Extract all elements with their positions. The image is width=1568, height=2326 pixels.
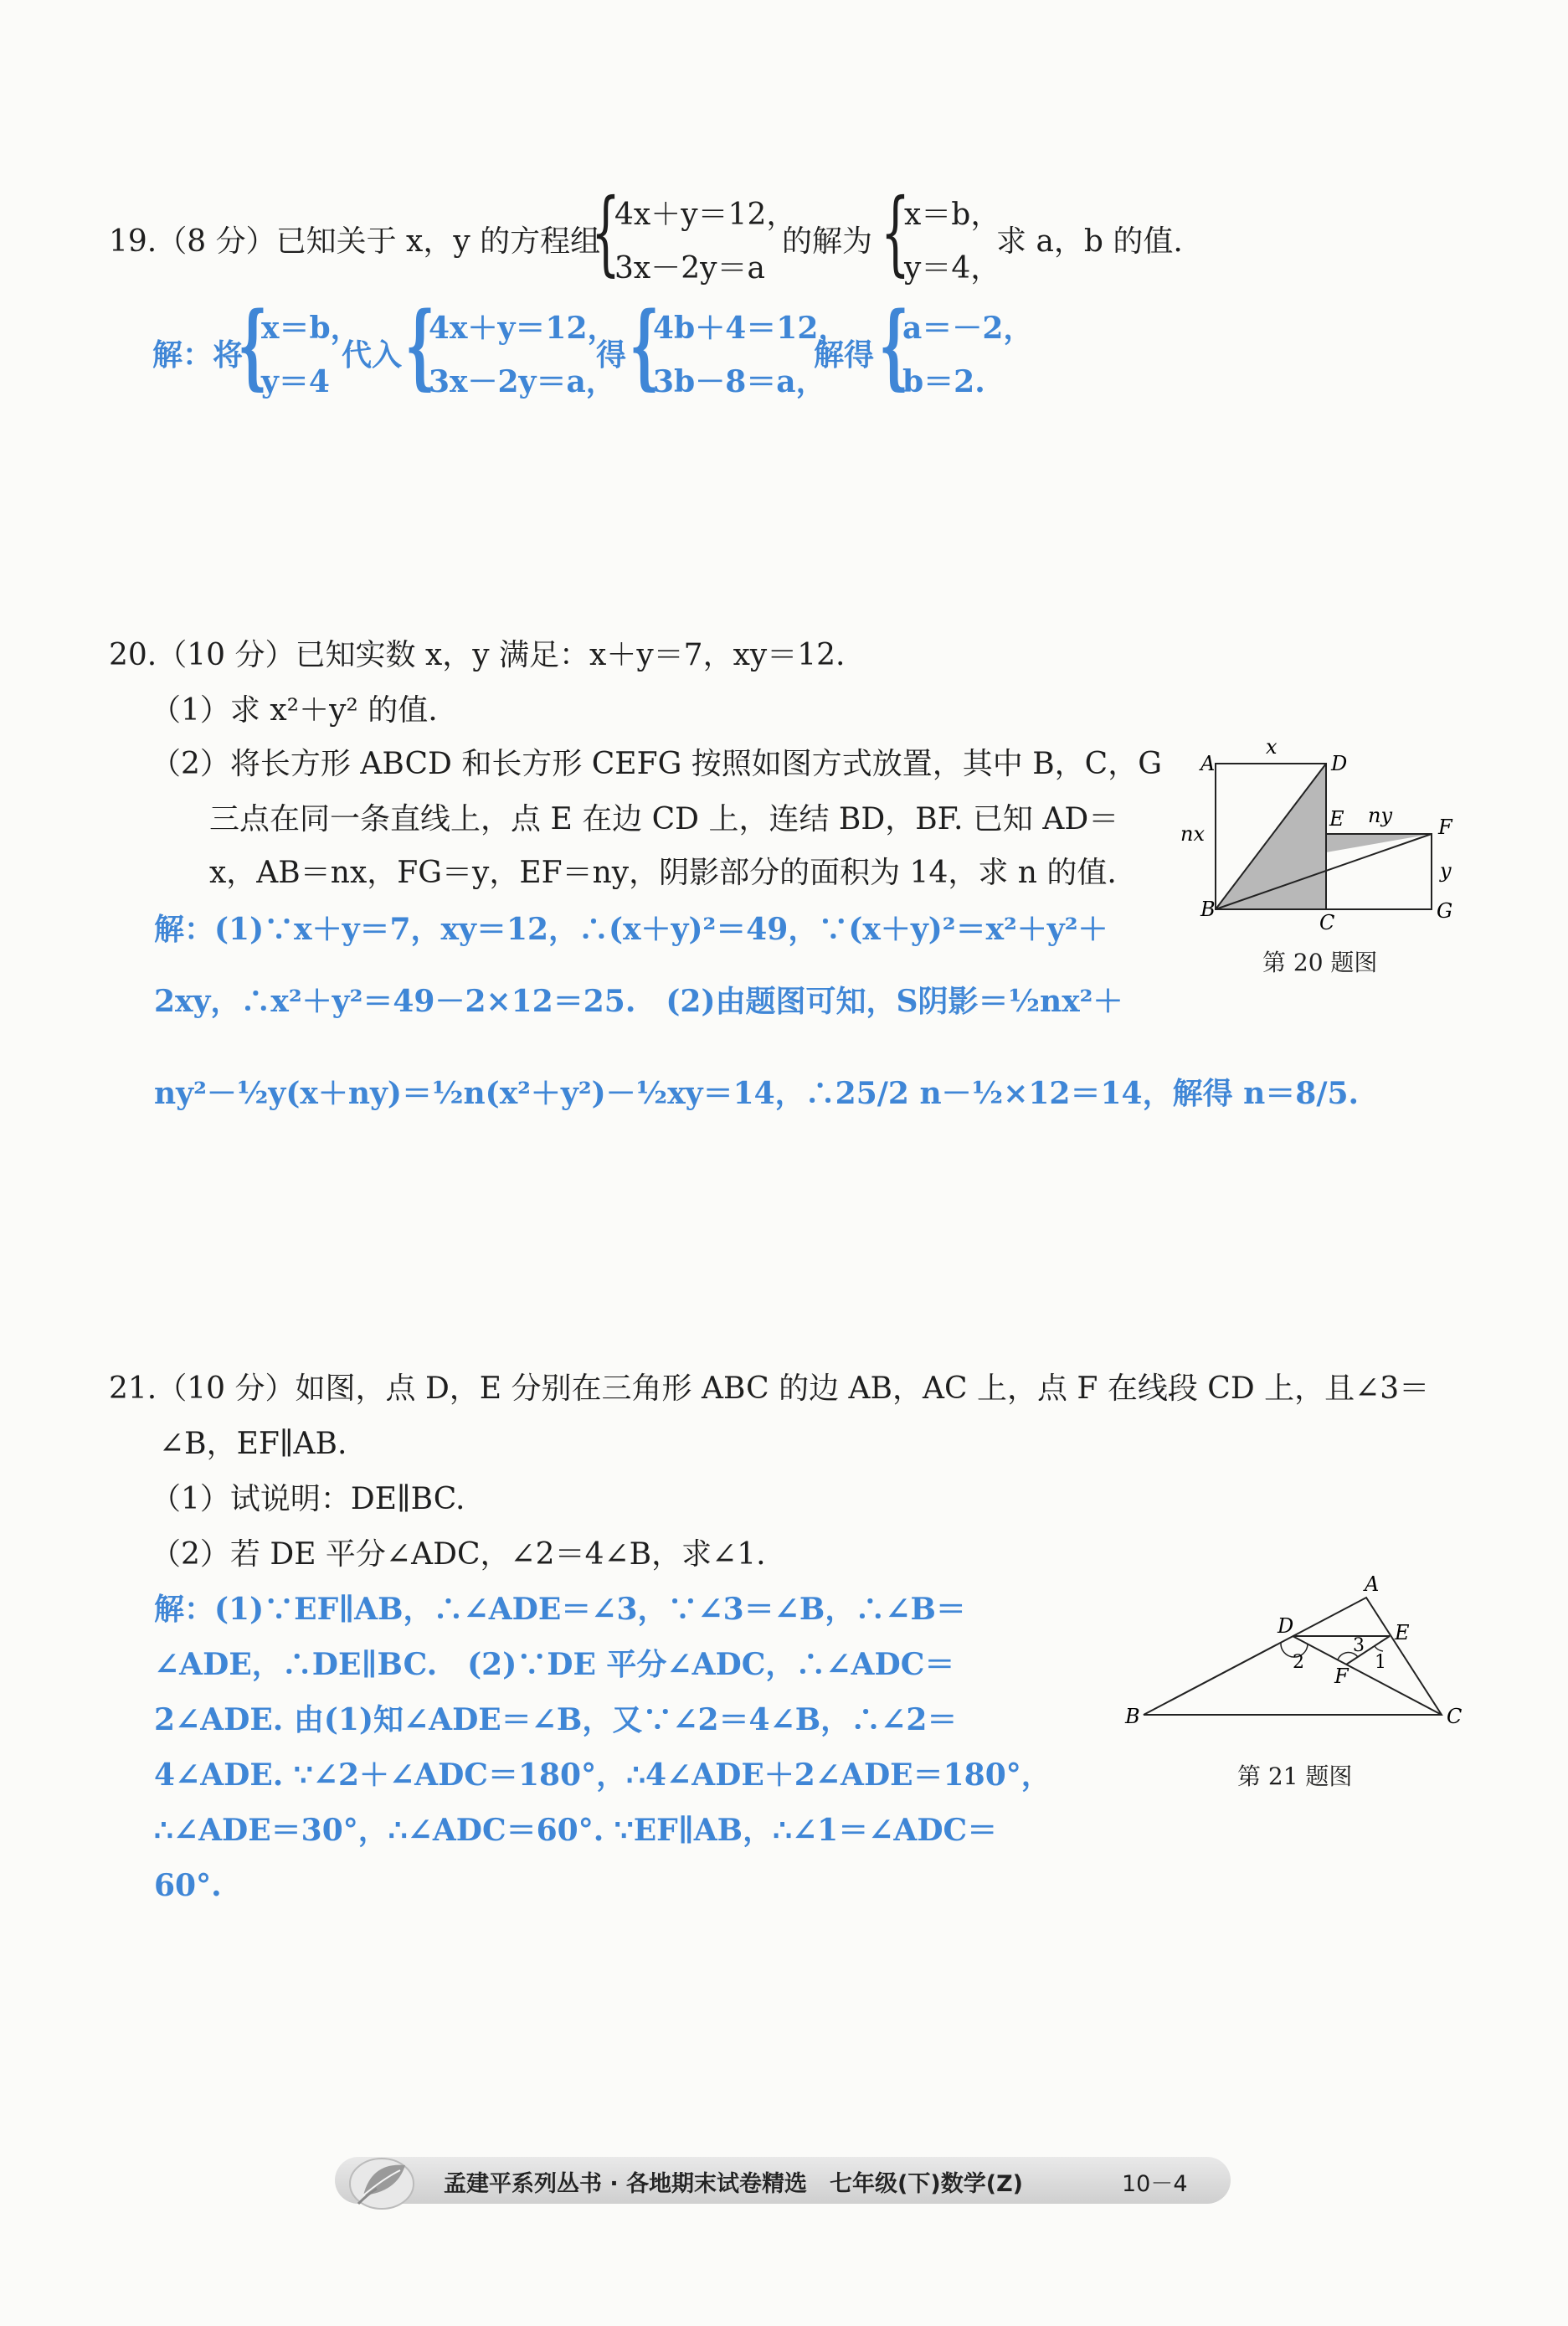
q20-label-y: y [1440, 859, 1452, 883]
q20-answer-line2: 2xy，∴x²＋y²＝49－2×12＝25. (2)由题图可知，S阴影＝½nx²＋ [154, 984, 1123, 1019]
q19-mid-text: 的解为 [782, 224, 873, 259]
q20-answer-text1: (1)∵x＋y＝7，xy＝12，∴(x＋y)²＝49，∵(x＋y)²＝x²＋y²＋ [214, 912, 1108, 947]
q20-label-ny: ny [1368, 804, 1393, 827]
q20-figure-caption: 第 20 题图 [1262, 949, 1378, 976]
q20-label-a: A [1200, 752, 1216, 775]
q19-stem-start: 19.（8 分）已知关于 x，y 的方程组 [109, 224, 601, 259]
q19-a-sys2-row1: 4x＋y＝12， [429, 311, 618, 346]
q21-label-a: A [1365, 1574, 1380, 1596]
q20-label-g: G [1437, 899, 1453, 923]
q21-label-1: 1 [1375, 1652, 1386, 1673]
footer-series: 孟建平系列丛书 · 各地期末试卷精选 七年级(下)数学(Z) [444, 2171, 1023, 2197]
q20-part2-line2: 三点在同一条直线上，点 E 在边 CD 上，连结 BD，BF. 已知 AD＝ [209, 802, 1119, 836]
q20-label-b: B [1200, 898, 1216, 921]
q21-answer-label: 解： [154, 1592, 215, 1627]
q19-sys2-row1: x＝b， [904, 198, 1001, 232]
q21-line-cd [1293, 1636, 1442, 1715]
q21-figure [1113, 1574, 1465, 1733]
q21-answer-line5: ∴∠ADE＝30°，∴∠ADC＝60°. ∵EF∥AB，∴∠1＝∠ADC＝ [154, 1813, 998, 1848]
q21-answer-line6: 60°. [154, 1868, 222, 1903]
q19-a-sys4-row2: b＝2. [902, 364, 985, 399]
q19-a-sys3-row2: 3b－8＝a， [653, 364, 826, 399]
q21-answer-line2: ∠ADE，∴DE∥BC. (2)∵DE 平分∠ADC，∴∠ADC＝ [154, 1647, 955, 1682]
q20-label-nx: nx [1180, 822, 1205, 846]
q19-stem-end: 求 a，b 的值. [996, 224, 1183, 259]
q20-label-f: F [1438, 816, 1452, 839]
leaf-logo-icon [338, 2145, 422, 2221]
brace-icon: { [630, 291, 660, 399]
q20-label-d: D [1331, 752, 1348, 775]
q19-a-sys1-row2: y＝4 [261, 364, 330, 399]
q19-a-sys1-row1: x＝b， [261, 311, 361, 346]
q19-answer-label: 解：将 [152, 337, 244, 373]
brace-icon: { [238, 291, 268, 399]
q20-part2-line1: （2）将长方形 ABCD 和长方形 CEFG 按照如图方式放置，其中 B，C，G [151, 747, 1162, 781]
q21-answer-line4: 4∠ADE. ∵∠2＋∠ADC＝180°，∴4∠ADE＋2∠ADE＝180°， [154, 1757, 1051, 1793]
q20-answer-label: 解： [154, 912, 215, 947]
q19-answer-word3: 解得 [814, 337, 875, 373]
q21-answer-line1 [154, 1591, 966, 1629]
footer-page-number: 10－4 [1122, 2171, 1188, 2197]
q19-sys1-row1: 4x＋y＝12， [614, 198, 797, 232]
q20-figure [1180, 728, 1482, 955]
q21-part1: （1）试说明：DE∥BC. [151, 1482, 465, 1516]
q20-label-e: E [1329, 807, 1344, 831]
q20-answer-line3: ny²－½y(x＋ny)＝½n(x²＋y²)－½xy＝14，∴25/2 n－½×12＝14，解得 n＝8/5. [154, 1076, 1360, 1111]
q21-label-e: E [1395, 1621, 1410, 1644]
q19-answer-word2: 得 [596, 337, 627, 373]
q21-label-f: F [1334, 1665, 1349, 1688]
q19-answer-word1: 代入 [342, 337, 403, 373]
brace-icon: { [881, 178, 910, 286]
q21-label-b: B [1125, 1705, 1140, 1728]
q19-a-sys4-row1: a＝－2， [902, 311, 1034, 346]
q20-label-c: C [1319, 911, 1335, 934]
q21-stem-line2: ∠B，EF∥AB. [159, 1427, 347, 1461]
q19-sys2-row2: y＝4， [904, 251, 1001, 286]
q21-label-3: 3 [1353, 1635, 1365, 1656]
q20-answer-line1 [154, 911, 1108, 949]
brace-icon: { [879, 291, 909, 399]
q21-answer-text1: (1)∵EF∥AB，∴∠ADE＝∠3，∵∠3＝∠B，∴∠B＝ [214, 1592, 966, 1627]
q21-part2: （2）若 DE 平分∠ADC，∠2＝4∠B，求∠1. [151, 1537, 766, 1572]
q21-angle-1-arc [1375, 1646, 1383, 1651]
q21-figure-caption: 第 21 题图 [1237, 1763, 1353, 1790]
q20-stem: 20.（10 分）已知实数 x，y 满足：x＋y＝7，xy＝12. [109, 638, 846, 672]
q19-sys1-row2: 3x－2y＝a [614, 251, 765, 286]
brace-icon: { [591, 178, 620, 286]
q19-a-sys2-row2: 3x－2y＝a， [429, 364, 616, 399]
q21-label-2: 2 [1293, 1652, 1304, 1673]
q21-label-c: C [1447, 1705, 1463, 1728]
q21-stem-line1: 21.（10 分）如图，点 D，E 分别在三角形 ABC 的边 AB，AC 上，点 F 在线段 CD 上，且∠3＝ [109, 1371, 1430, 1406]
q20-part1: （1）求 x²＋y² 的值. [151, 693, 438, 728]
q20-label-x: x [1266, 735, 1278, 759]
q20-part2-line3: x，AB＝nx，FG＝y，EF＝ny，阴影部分的面积为 14，求 n 的值. [209, 856, 1117, 890]
q21-label-d: D [1278, 1614, 1294, 1638]
q21-answer-line3: 2∠ADE. 由(1)知∠ADE＝∠B，又∵∠2＝4∠B，∴∠2＝ [154, 1702, 958, 1737]
q19-a-sys3-row1: 4b＋4＝12， [653, 311, 849, 346]
brace-icon: { [405, 291, 435, 399]
